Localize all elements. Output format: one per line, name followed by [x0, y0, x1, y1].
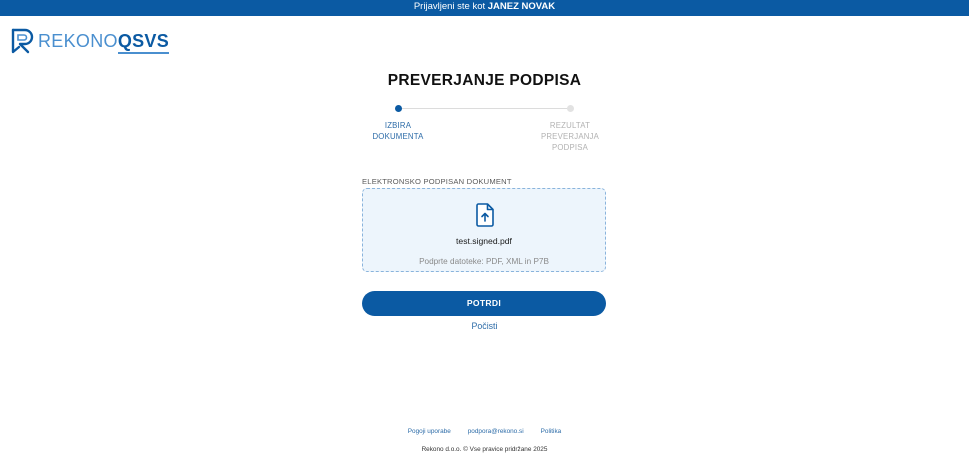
step-2-label-line2: PREVERJANJA [540, 132, 600, 141]
rekono-logo-icon [10, 28, 34, 54]
step-2-label-line3: PODPISA [551, 143, 589, 152]
footer-link-terms[interactable]: Pogoji uporabe [407, 428, 451, 435]
upload-field-label: ELEKTRONSKO PODPISAN DOKUMENT [362, 177, 512, 186]
step-2-label-line1: REZULTAT [549, 121, 591, 130]
footer-links [0, 428, 969, 435]
stepper-track [399, 108, 571, 109]
selected-file-name: test.signed.pdf [456, 236, 512, 246]
file-upload-icon [475, 203, 495, 227]
top-login-bar [0, 0, 969, 16]
step-2-label [530, 120, 610, 153]
step-1-indicator [395, 105, 402, 112]
logged-in-user-name: JANEZ NOVAK [487, 1, 556, 12]
logged-in-prefix: Prijavljeni ste kot [413, 1, 486, 12]
step-1-label-line2: DOKUMENTA [372, 132, 424, 141]
footer-copyright: Rekono d.o.o. © Vse pravice pridržane 2025 [421, 446, 548, 453]
logo-text-rekono: REKONO [38, 31, 118, 51]
logo-text-qsvs: QSVS [117, 31, 170, 51]
logo-wordmark [38, 31, 169, 51]
file-dropzone[interactable] [362, 188, 606, 272]
confirm-button[interactable]: POTRDI [362, 291, 606, 316]
supported-formats-hint: Podprte datoteke: PDF, XML in P7B [419, 257, 549, 266]
reset-link[interactable]: Počisti [471, 321, 498, 331]
footer-link-support-email[interactable]: podpora@rekono.si [467, 428, 524, 435]
footer-link-policy[interactable]: Politika [540, 428, 562, 435]
step-1-label-line1: IZBIRA [384, 121, 412, 130]
page-title: PREVERJANJE PODPISA [387, 72, 582, 89]
progress-stepper [362, 100, 606, 160]
step-1-label [358, 120, 438, 142]
step-2-indicator [567, 105, 574, 112]
rekono-qsvs-logo[interactable] [10, 28, 169, 54]
